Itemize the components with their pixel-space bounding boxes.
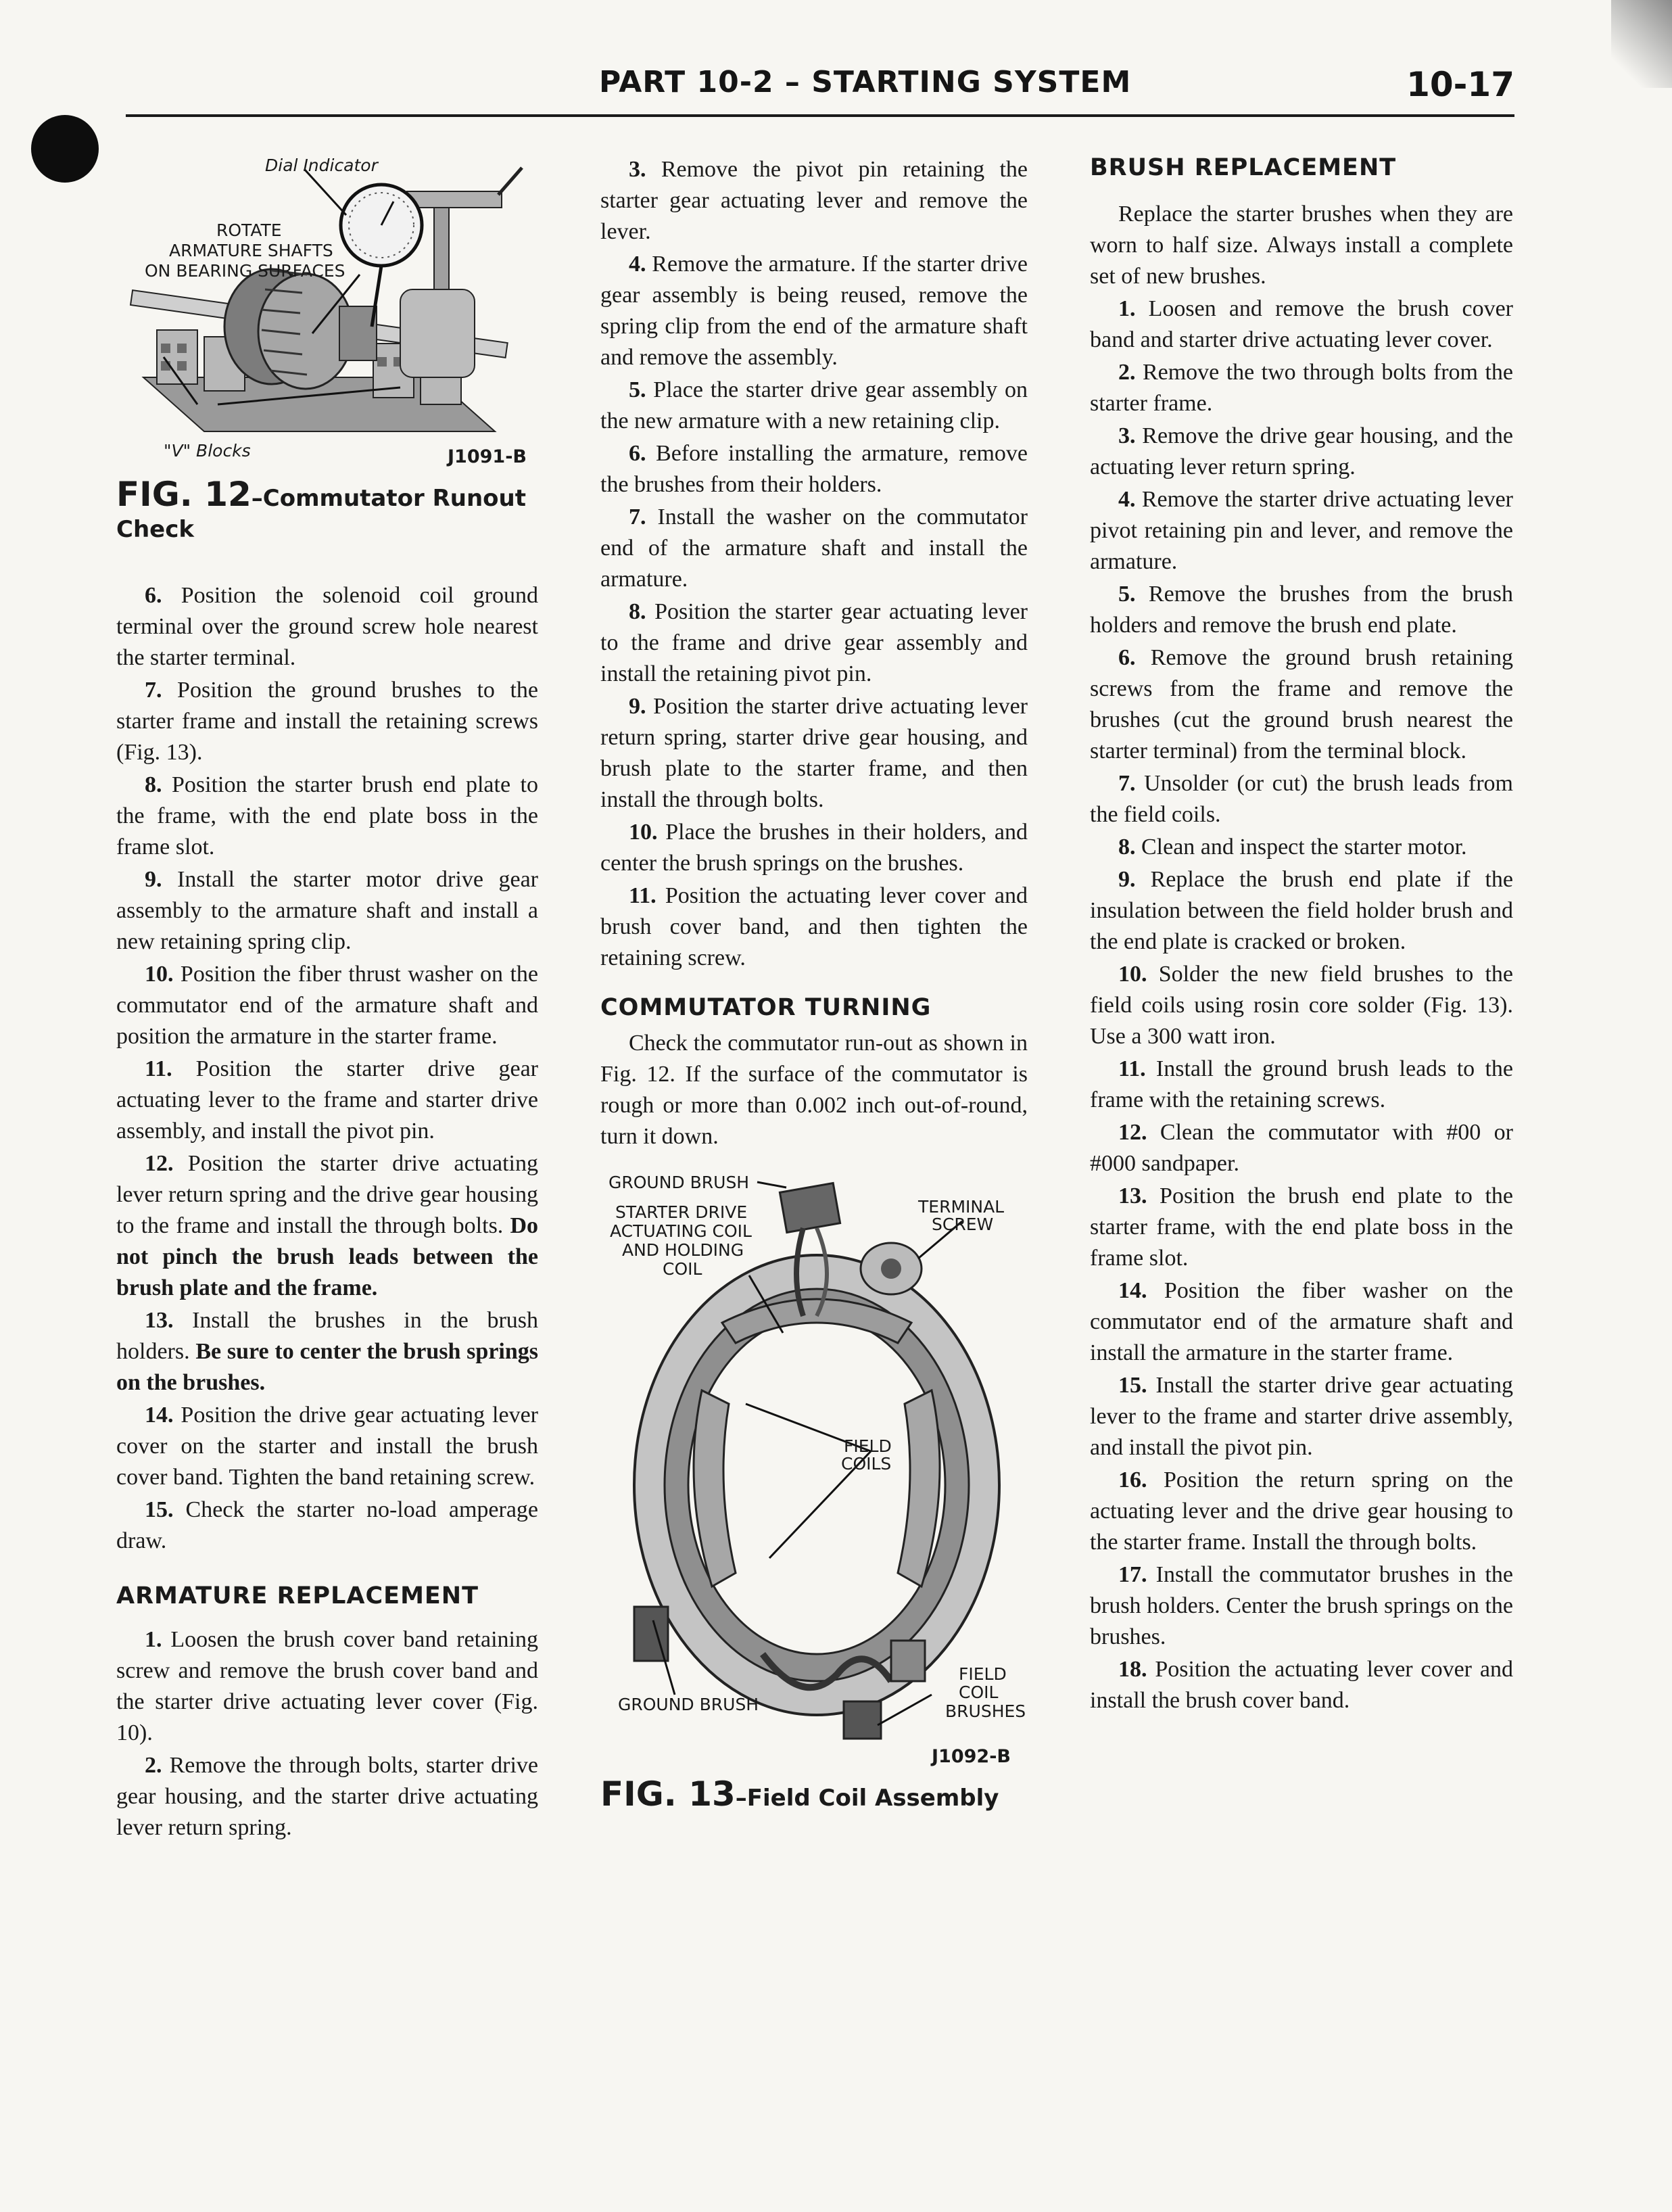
right-para-15: 15. Install the starter drive gear actuating lever to the frame and starter drive assembly, and install the pivot pin. xyxy=(1090,1373,1513,1460)
brush-intro: Replace the starter brushes when they are worn to half size. Always install a complete set of new brushes. xyxy=(1090,202,1513,289)
right-para-16: 16. Position the return spring on the actuating lever and the drive gear housing to the starter frame. Install the through bolts. xyxy=(1090,1467,1513,1555)
left-para-7: 7. Position the ground brushes to the starter frame and install the retaining screws (Fig. 13). xyxy=(116,678,538,765)
right-para-10: 10. Solder the new field brushes to the field coils using rosin core solder (Fig. 13). Use a 300 watt iron. xyxy=(1090,962,1513,1049)
right-para-4: 4. Remove the starter drive actuating lever pivot retaining pin and lever, and remove the armature. xyxy=(1090,487,1513,574)
label-rotate-3: ON BEARING SURFACES xyxy=(145,261,345,281)
right-para-12: 12. Clean the commutator with #00 or #000 sandpaper. xyxy=(1090,1120,1513,1176)
right-para-7: 7. Unsolder (or cut) the brush leads from the field coils. xyxy=(1090,771,1513,827)
label-field-2: COILS xyxy=(841,1454,892,1474)
page-number: 10-17 xyxy=(1406,65,1514,104)
right-para-18: 18. Position the actuating lever cover and install the brush cover band. xyxy=(1090,1657,1513,1713)
left-para-6: 6. Position the solenoid coil ground terminal over the ground screw hole nearest the starter terminal. xyxy=(116,583,538,670)
left-para-12: 12. Position the starter drive actuating lever return spring and the drive gear housing to the frame and install the through bolts. Do not pinch the brush leads between the brush plate and the frame. xyxy=(116,1151,538,1300)
label-coil-4: COIL xyxy=(663,1259,702,1279)
label-v-blocks: "V" Blocks xyxy=(164,441,251,461)
right-para-1: 1. Loosen and remove the brush cover band and starter drive actuating lever cover. xyxy=(1090,296,1513,352)
commutator-runout-illustration xyxy=(116,154,538,479)
binder-punch-hole xyxy=(31,115,99,183)
header-title: PART 10-2 – STARTING SYSTEM xyxy=(599,65,1132,99)
commutator-turning-heading: COMMUTATOR TURNING xyxy=(600,994,932,1021)
right-para-17: 17. Install the commutator brushes in the brush holders. Center the brush springs on the brushes. xyxy=(1090,1562,1513,1649)
mid-para-6: 6. Before installing the armature, remove the brushes from their holders. xyxy=(600,441,1028,497)
brush-replacement-heading: BRUSH REPLACEMENT xyxy=(1090,154,1397,181)
figure-13 xyxy=(600,1167,1028,1776)
mid-para-9: 9. Position the starter drive actuating lever return spring, starter drive gear housing, and brush plate to the starter frame, and then install the through bolts. xyxy=(600,694,1028,812)
figure-13-caption xyxy=(600,1774,1028,1814)
commutator-turning-para: Check the commutator run-out as shown in Fig. 12. If the surface of the commutator is rough or more than 0.002 inch out-of-round, turn it down. xyxy=(600,1031,1028,1149)
label-field-coil-brushes-1: FIELD xyxy=(959,1664,1007,1684)
mid-para-7: 7. Install the washer on the commutator end of the armature shaft and install the armature. xyxy=(600,504,1028,592)
left-para-8: 8. Position the starter brush end plate to the frame, with the end plate boss in the frame slot. xyxy=(116,772,538,860)
figure-12-title: –Commutator Runout Check xyxy=(116,485,526,543)
figure-13-title: –Field Coil Assembly xyxy=(735,1785,999,1812)
right-para-14: 14. Position the fiber washer on the commutator end of the armature shaft and install the armature in the starter frame. xyxy=(1090,1278,1513,1365)
right-column xyxy=(1090,154,1513,1718)
label-coil-2: ACTUATING COIL xyxy=(610,1221,752,1241)
label-terminal-2: SCREW xyxy=(932,1215,994,1234)
label-ground-brush-bottom: GROUND BRUSH xyxy=(618,1695,759,1714)
right-para-9: 9. Replace the brush end plate if the insulation between the field holder brush and the end plate is cracked or broken. xyxy=(1090,867,1513,954)
label-field-coil-brushes-3: BRUSHES xyxy=(945,1701,1026,1721)
right-para-5: 5. Remove the brushes from the brush holders and remove the brush end plate. xyxy=(1090,582,1513,638)
left-column xyxy=(116,154,538,1845)
armature-para-1: 1. Loosen the brush cover band retaining screw and remove the brush cover band and the starter drive actuating lever cover (Fig. 10). xyxy=(116,1627,538,1745)
page-corner-curl xyxy=(1611,0,1672,88)
right-para-3: 3. Remove the drive gear housing, and the actuating lever return spring. xyxy=(1090,423,1513,479)
right-para-6: 6. Remove the ground brush retaining screws from the frame and remove the brushes (cut the ground brush nearest the starter terminal) from the terminal block. xyxy=(1090,645,1513,763)
armature-replacement-heading: ARMATURE REPLACEMENT xyxy=(116,1582,479,1609)
middle-column xyxy=(600,154,1028,1814)
mid-para-8: 8. Position the starter gear actuating lever to the frame and drive gear assembly and install the retaining pivot pin. xyxy=(600,599,1028,686)
label-field-1: FIELD xyxy=(844,1436,892,1456)
label-rotate-2: ARMATURE SHAFTS xyxy=(169,241,333,260)
figure-12-code: J1091-B xyxy=(448,446,527,467)
right-para-13: 13. Position the brush end plate to the starter frame, with the end plate boss in the frame slot. xyxy=(1090,1183,1513,1271)
figure-13-number: FIG. 13 xyxy=(600,1774,736,1814)
right-para-8: 8. Clean and inspect the starter motor. xyxy=(1118,834,1467,860)
left-para-13: 13. Install the brushes in the brush holders. Be sure to center the brush springs on the brushes. xyxy=(116,1308,538,1395)
armature-para-2: 2. Remove the through bolts, starter drive gear housing, and the starter drive actuating lever return spring. xyxy=(116,1753,538,1840)
label-coil-3: AND HOLDING xyxy=(622,1240,744,1260)
mid-para-11: 11. Position the actuating lever cover and brush cover band, and then tighten the retaining screw. xyxy=(600,883,1028,970)
left-para-10: 10. Position the fiber thrust washer on the commutator end of the armature shaft and position the armature in the starter frame. xyxy=(116,962,538,1049)
figure-13-code: J1092-B xyxy=(932,1746,1011,1767)
figure-12 xyxy=(116,154,538,479)
mid-para-5: 5. Place the starter drive gear assembly on the new armature with a new retaining clip. xyxy=(600,377,1028,433)
mid-para-10: 10. Place the brushes in their holders, and center the brush springs on the brushes. xyxy=(600,820,1028,876)
mid-para-4: 4. Remove the armature. If the starter drive gear assembly is being reused, remove the spring clip from the end of the armature shaft and remove the assembly. xyxy=(600,252,1028,370)
label-coil-1: STARTER DRIVE xyxy=(615,1202,748,1222)
figure-12-number: FIG. 12 xyxy=(116,475,252,514)
label-dial-indicator: Dial Indicator xyxy=(265,156,378,175)
label-rotate-1: ROTATE xyxy=(216,220,282,240)
left-para-15: 15. Check the starter no-load amperage draw. xyxy=(116,1497,538,1553)
right-para-11: 11. Install the ground brush leads to the frame with the retaining screws. xyxy=(1090,1056,1513,1112)
page-header xyxy=(126,65,1514,119)
left-para-11: 11. Position the starter drive gear actuating lever to the frame and starter drive assembly, and install the pivot pin. xyxy=(116,1056,538,1144)
mid-para-3: 3. Remove the pivot pin retaining the starter gear actuating lever and remove the lever. xyxy=(600,157,1028,244)
right-para-2: 2. Remove the two through bolts from the starter frame. xyxy=(1090,360,1513,416)
left-para-9: 9. Install the starter motor drive gear assembly to the armature shaft and install a new retaining spring clip. xyxy=(116,867,538,954)
label-ground-brush-top: GROUND BRUSH xyxy=(608,1173,750,1192)
left-para-14: 14. Position the drive gear actuating lever cover on the starter and install the brush cover band. Tighten the band retaining screw. xyxy=(116,1403,538,1490)
label-field-coil-brushes-2: COIL xyxy=(959,1682,999,1702)
label-terminal-1: TERMINAL xyxy=(918,1197,1005,1217)
header-rule xyxy=(126,114,1514,117)
figure-12-caption xyxy=(116,475,538,545)
